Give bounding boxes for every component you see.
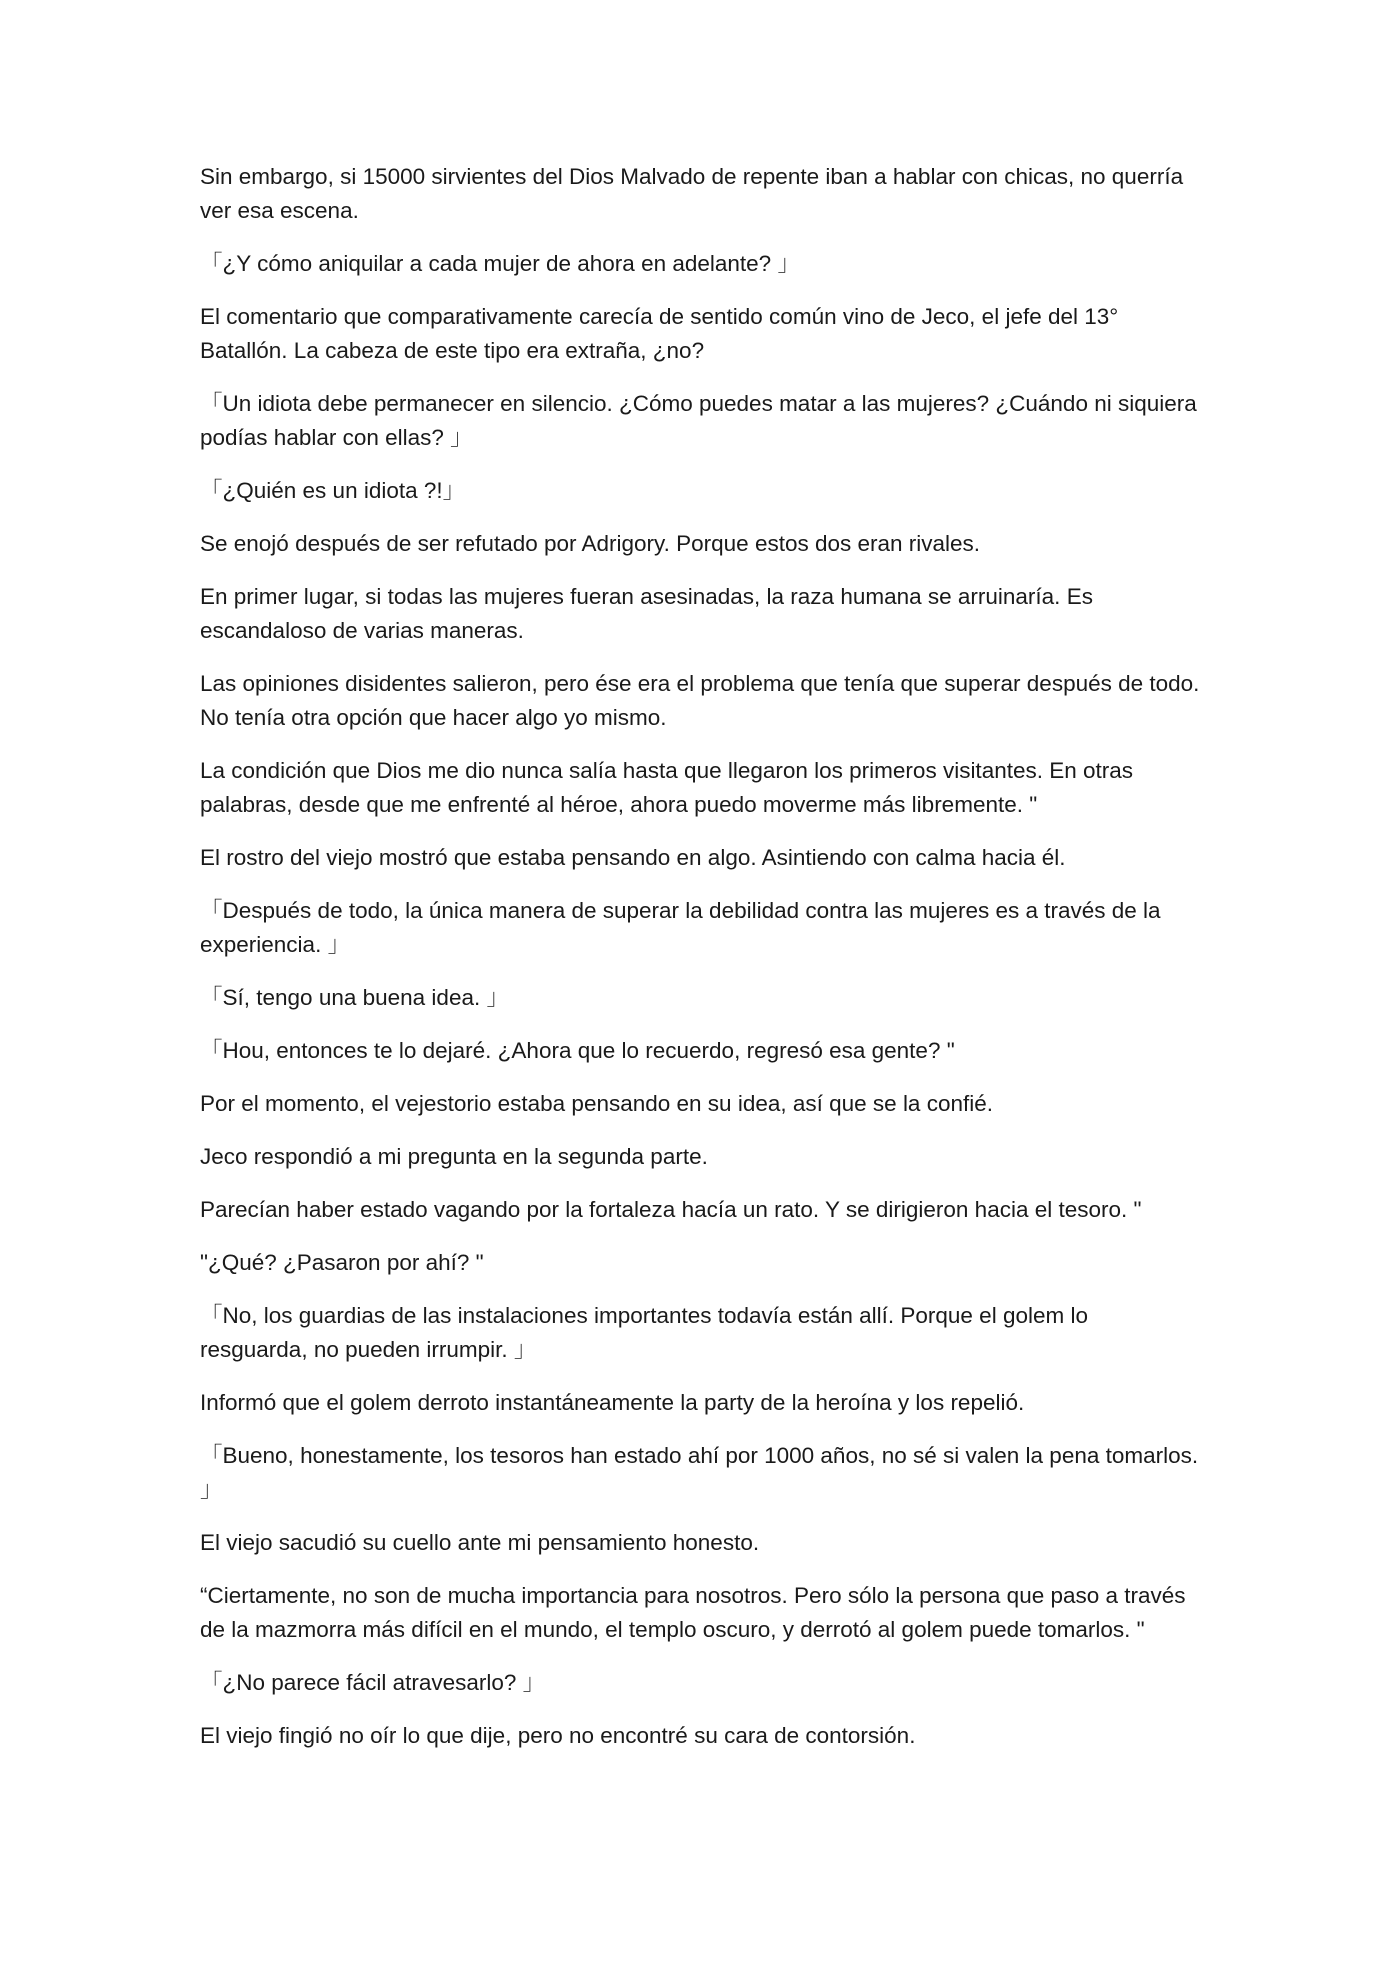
paragraph: “Ciertamente, no son de mucha importancia para nosotros. Pero sólo la persona que paso a través de la mazmorra más difícil en el mundo, el templo oscuro, y derrotó al golem puede tomarlos. " <box>200 1583 1186 1642</box>
paragraph: 「Hou, entonces te lo dejaré. ¿Ahora que lo recuerdo, regresó esa gente? " <box>200 1038 955 1063</box>
text-column <box>200 160 1200 1772</box>
paragraph: 「No, los guardias de las instalaciones importantes todavía están allí. Porque el golem lo resguarda, no pueden irrumpir. 」 <box>200 1303 1088 1362</box>
paragraph: El viejo sacudió su cuello ante mi pensamiento honesto. <box>200 1530 760 1555</box>
paragraph: 「Un idiota debe permanecer en silencio. ¿Cómo puedes matar a las mujeres? ¿Cuándo ni siquiera podías hablar con ellas? 」 <box>200 391 1197 450</box>
paragraph: El rostro del viejo mostró que estaba pensando en algo. Asintiendo con calma hacia él. <box>200 845 1066 870</box>
paragraph: 「Después de todo, la única manera de superar la debilidad contra las mujeres es a través de la experiencia. 」 <box>200 898 1161 957</box>
paragraph: En primer lugar, si todas las mujeres fueran asesinadas, la raza humana se arruinaría. Es escandaloso de varias maneras. <box>200 584 1093 643</box>
paragraph: 「¿Y cómo aniquilar a cada mujer de ahora en adelante? 」 <box>200 251 800 276</box>
paragraph: 「Bueno, honestamente, los tesoros han estado ahí por 1000 años, no sé si valen la pena tomarlos. 」 <box>200 1443 1199 1502</box>
paragraph: 「¿No parece fácil atravesarlo? 」 <box>200 1670 546 1695</box>
paragraph: Informó que el golem derroto instantáneamente la party de la heroína y los repelió. <box>200 1390 1025 1415</box>
paragraph: Jeco respondió a mi pregunta en la segunda parte. <box>200 1144 708 1169</box>
paragraph: Parecían haber estado vagando por la fortaleza hacía un rato. Y se dirigieron hacia el tesoro. " <box>200 1197 1142 1222</box>
paragraph: 「¿Quién es un idiota ?!」 <box>200 478 466 503</box>
paragraph: La condición que Dios me dio nunca salía hasta que llegaron los primeros visitantes. En otras palabras, desde que me enfrenté al héroe, ahora puedo moverme más libremente. " <box>200 758 1134 817</box>
paragraph: El comentario que comparativamente carecía de sentido común vino de Jeco, el jefe del 13° Batallón. La cabeza de este tipo era extraña, ¿no? <box>200 304 1119 363</box>
paragraph: Se enojó después de ser refutado por Adrigory. Porque estos dos eran rivales. <box>200 531 981 556</box>
paragraph: Sin embargo, si 15000 sirvientes del Dios Malvado de repente iban a hablar con chicas, no querría ver esa escena. <box>200 164 1184 223</box>
paragraph: Las opiniones disidentes salieron, pero ése era el problema que tenía que superar después de todo. No tenía otra opción que hacer algo yo mismo. <box>200 671 1200 730</box>
paragraph: Por el momento, el vejestorio estaba pensando en su idea, así que se la confié. <box>200 1091 993 1116</box>
paragraph: "¿Qué? ¿Pasaron por ahí? " <box>200 1250 484 1275</box>
paragraph: El viejo fingió no oír lo que dije, pero no encontré su cara de contorsión. <box>200 1723 916 1748</box>
paragraph: 「Sí, tengo una buena idea. 」 <box>200 985 509 1010</box>
